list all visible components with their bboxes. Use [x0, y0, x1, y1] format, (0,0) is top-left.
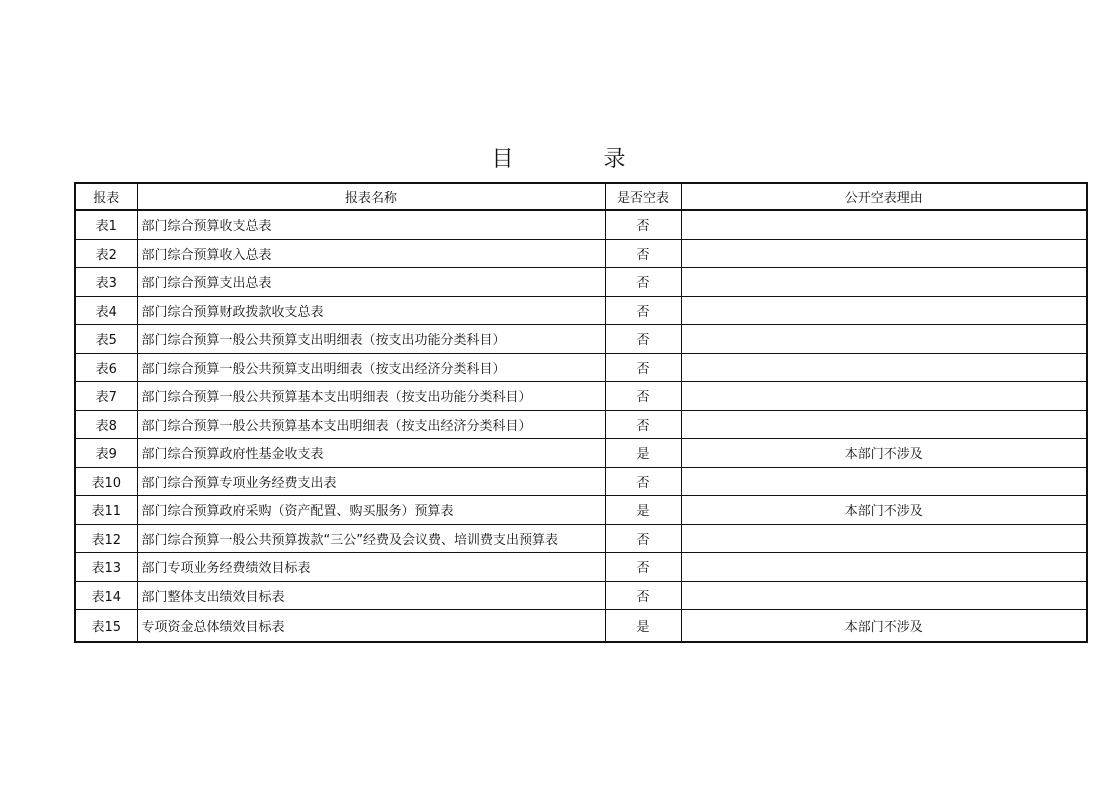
row-name: 部门整体支出绩效目标表: [137, 581, 605, 610]
row-id: 表5: [75, 325, 137, 354]
row-reason: [681, 268, 1087, 297]
row-id: 表8: [75, 410, 137, 439]
row-name: 部门综合预算一般公共预算支出明细表（按支出经济分类科目）: [137, 353, 605, 382]
row-empty: 是: [605, 439, 681, 468]
row-reason: 本部门不涉及: [681, 610, 1087, 643]
row-name: 部门综合预算政府采购（资产配置、购买服务）预算表: [137, 496, 605, 525]
table-row: [75, 467, 1087, 496]
table-row: [75, 239, 1087, 268]
table-row: [75, 581, 1087, 610]
header-reason: 公开空表理由: [681, 183, 1087, 210]
row-id: 表7: [75, 382, 137, 411]
table-row: [75, 353, 1087, 382]
row-empty: 否: [605, 382, 681, 411]
catalog-table: [74, 182, 1088, 643]
row-reason: [681, 382, 1087, 411]
row-id: 表9: [75, 439, 137, 468]
row-name: 部门综合预算一般公共预算基本支出明细表（按支出功能分类科目）: [137, 382, 605, 411]
row-reason: [681, 239, 1087, 268]
table-row: [75, 296, 1087, 325]
row-name: 部门综合预算一般公共预算基本支出明细表（按支出经济分类科目）: [137, 410, 605, 439]
row-id: 表4: [75, 296, 137, 325]
row-name: 部门综合预算财政拨款收支总表: [137, 296, 605, 325]
row-empty: 否: [605, 410, 681, 439]
row-reason: [681, 524, 1087, 553]
row-empty: 否: [605, 268, 681, 297]
row-id: 表10: [75, 467, 137, 496]
row-reason: [681, 410, 1087, 439]
row-id: 表3: [75, 268, 137, 297]
row-name: 部门综合预算收支总表: [137, 210, 605, 239]
table-row: [75, 496, 1087, 525]
row-id: 表13: [75, 553, 137, 582]
row-reason: [681, 210, 1087, 239]
row-reason: [681, 581, 1087, 610]
row-id: 表14: [75, 581, 137, 610]
row-empty: 否: [605, 553, 681, 582]
table-row: [75, 325, 1087, 354]
row-id: 表1: [75, 210, 137, 239]
row-reason: [681, 296, 1087, 325]
header-empty: 是否空表: [605, 183, 681, 210]
row-empty: 否: [605, 296, 681, 325]
row-reason: 本部门不涉及: [681, 439, 1087, 468]
table-row: [75, 268, 1087, 297]
row-empty: 是: [605, 610, 681, 643]
row-name: 部门综合预算一般公共预算拨款“三公”经费及会议费、培训费支出预算表: [137, 524, 605, 553]
row-reason: [681, 353, 1087, 382]
row-reason: 本部门不涉及: [681, 496, 1087, 525]
row-name: 部门综合预算专项业务经费支出表: [137, 467, 605, 496]
page-title: 目 录: [491, 147, 660, 172]
row-name: 部门综合预算一般公共预算支出明细表（按支出功能分类科目）: [137, 325, 605, 354]
row-name: 专项资金总体绩效目标表: [137, 610, 605, 643]
row-id: 表6: [75, 353, 137, 382]
row-empty: 否: [605, 210, 681, 239]
row-name: 部门综合预算政府性基金收支表: [137, 439, 605, 468]
header-id: 报表: [75, 183, 137, 210]
row-empty: 否: [605, 353, 681, 382]
row-id: 表12: [75, 524, 137, 553]
row-empty: 否: [605, 239, 681, 268]
row-name: 部门综合预算收入总表: [137, 239, 605, 268]
header-name: 报表名称: [137, 183, 605, 210]
table-row: [75, 210, 1087, 239]
row-empty: 否: [605, 325, 681, 354]
row-name: 部门专项业务经费绩效目标表: [137, 553, 605, 582]
row-id: 表15: [75, 610, 137, 643]
table-row: [75, 410, 1087, 439]
row-empty: 是: [605, 496, 681, 525]
row-empty: 否: [605, 524, 681, 553]
row-id: 表11: [75, 496, 137, 525]
row-reason: [681, 467, 1087, 496]
table-row: [75, 382, 1087, 411]
table-row: [75, 524, 1087, 553]
row-id: 表2: [75, 239, 137, 268]
header-row: [75, 183, 1087, 210]
row-empty: 否: [605, 581, 681, 610]
table-row: [75, 553, 1087, 582]
row-empty: 否: [605, 467, 681, 496]
table-row: [75, 439, 1087, 468]
row-reason: [681, 325, 1087, 354]
row-name: 部门综合预算支出总表: [137, 268, 605, 297]
row-reason: [681, 553, 1087, 582]
table-row: [75, 610, 1087, 643]
